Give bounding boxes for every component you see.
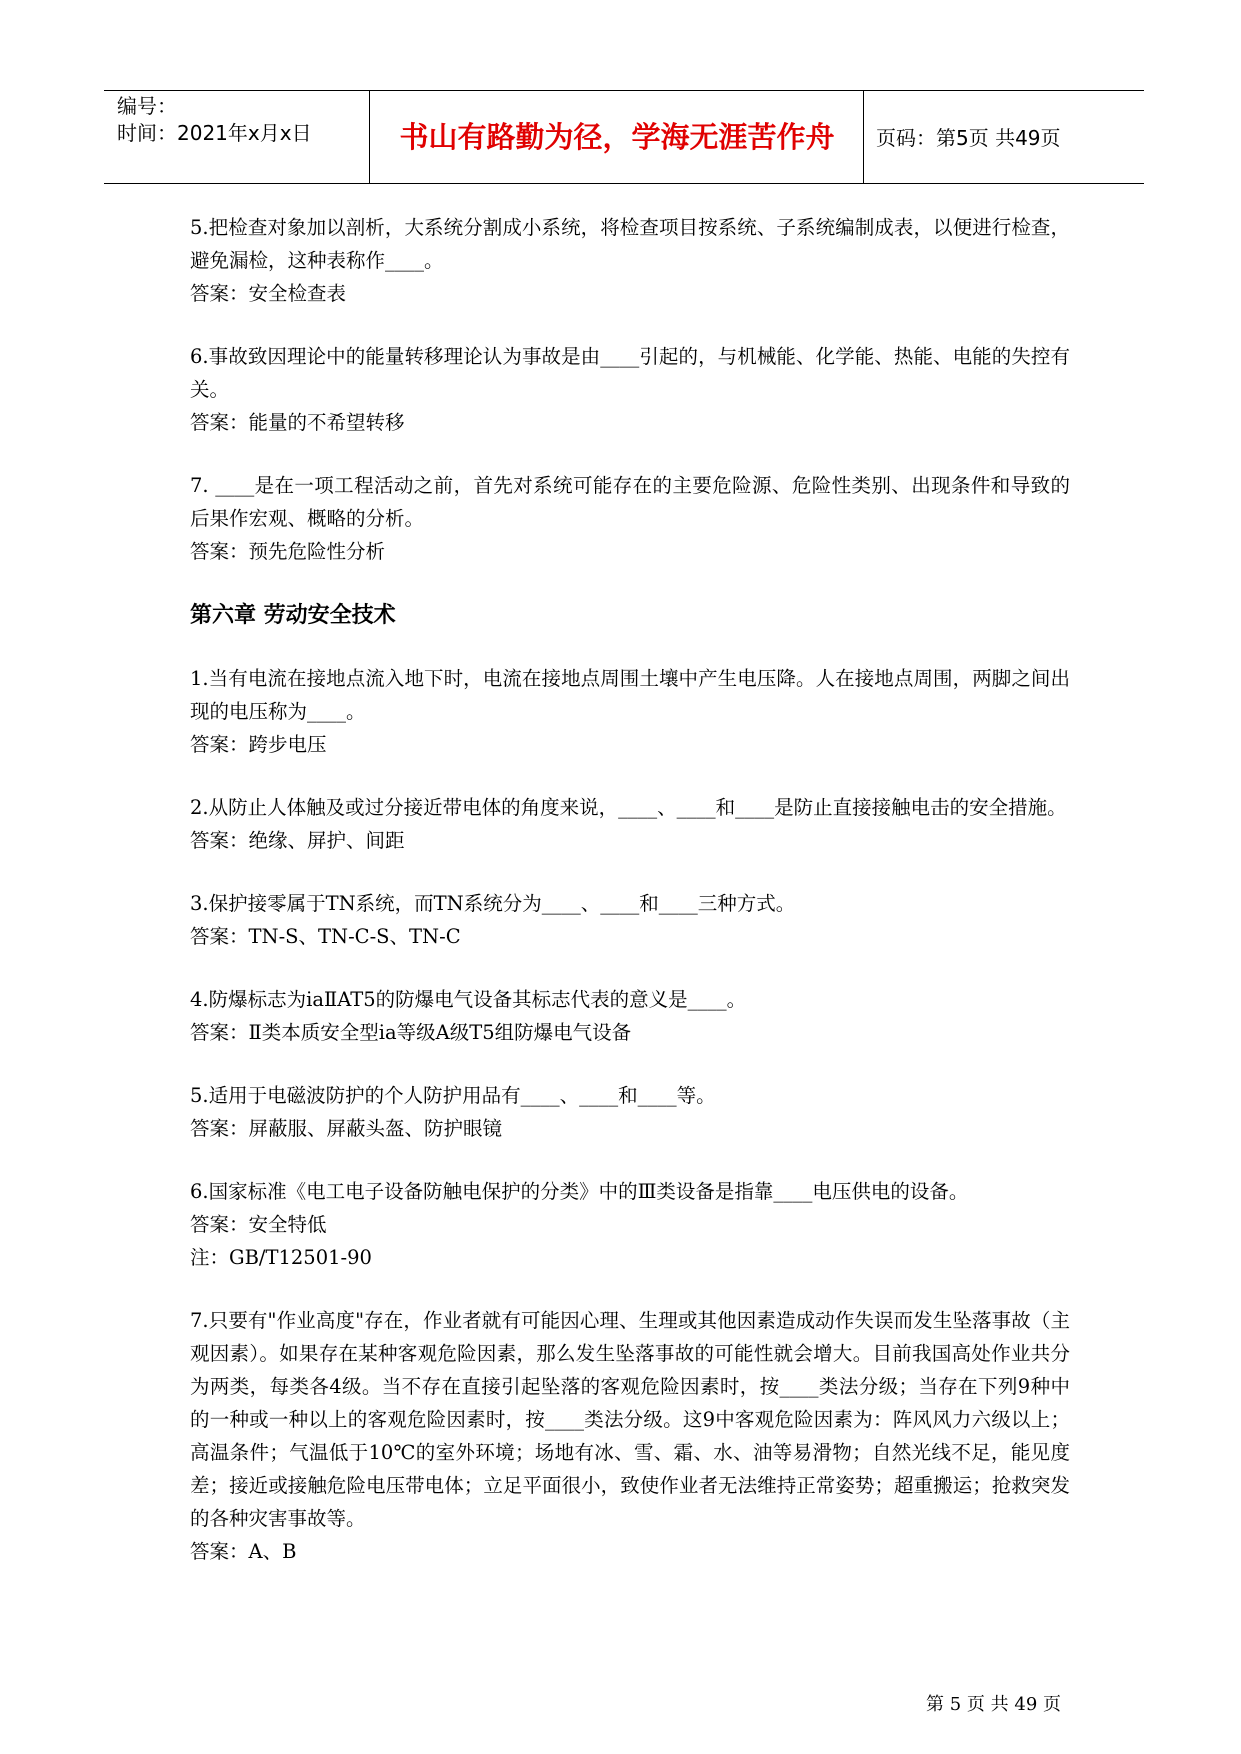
question-text: 3.保护接零属于TN系统，而TN系统分为____、____和____三种方式。 [190, 892, 796, 915]
header-bottom-rule [104, 183, 1144, 184]
question-text: 6.国家标准《电工电子设备防触电保护的分类》中的Ⅲ类设备是指靠____电压供电的设备。 [190, 1180, 969, 1203]
note-text: 注：GB/T12501-90 [190, 1246, 372, 1269]
answer-text: 答案：能量的不希望转移 [190, 411, 405, 434]
question-block [190, 791, 1070, 857]
footer-page-number: 第 5 页 共 49 页 [926, 1694, 1061, 1715]
document-body [190, 211, 1070, 1598]
question-block [190, 1175, 1070, 1274]
header-divider-left [369, 90, 370, 183]
question-block [190, 662, 1070, 761]
question-block [190, 1304, 1070, 1568]
answer-text: 答案：屏蔽服、屏蔽头盔、防护眼镜 [190, 1117, 503, 1140]
header-top-rule [104, 90, 1144, 91]
question-block [190, 983, 1070, 1049]
header-motto: 书山有路勤为径，学海无涯苦作舟 [399, 120, 835, 154]
chapter-heading: 第六章 劳动安全技术 [190, 603, 396, 628]
question-text: 5.把检查对象加以剖析，大系统分割成小系统，将检查项目按系统、子系统编制成表，以便进行检查，避免漏检，这种表称作____。 [190, 216, 1070, 272]
answer-text: 答案：Ⅱ类本质安全型ia等级A级T5组防爆电气设备 [190, 1021, 632, 1044]
question-block [190, 340, 1070, 439]
header-page-label: 页码：第5页 共49页 [876, 126, 1061, 150]
question-text: 1.当有电流在接地点流入地下时，电流在接地点周围土壤中产生电压降。人在接地点周围，两脚之间出现的电压称为____。 [190, 667, 1070, 723]
header-divider-right [863, 90, 864, 183]
question-text: 7.只要有"作业高度"存在，作业者就有可能因心理、生理或其他因素造成动作失误而发生坠落事故（主观因素）。如果存在某种客观危险因素，那么发生坠落事故的可能性就会增大。目前我国高处作业共分为两类，每类各4级。当不存在直接引起坠落的客观危险因素时，按____类法分级；当存在下列9种中的一种或一种以上的客观危险因素时，按____类法分级。这9中客观危险因素为：阵风风力六级以上；高温条件；气温低于10℃的室外环境；场地有冰、雪、霜、水、油等易滑物；自然光线不足，能见度差；接近或接触危险电压带电体；立足平面很小，致使作业者无法维持正常姿势；超重搬运；抢救突发的各种灾害事故等。 [190, 1309, 1070, 1530]
answer-text: 答案：安全特低 [190, 1213, 327, 1236]
question-block [190, 887, 1070, 953]
answer-text: 答案：安全检查表 [190, 282, 347, 305]
header-number-label: 编号： [117, 94, 177, 118]
question-text: 7. ____是在一项工程活动之前，首先对系统可能存在的主要危险源、危险性类别、出现条件和导致的后果作宏观、概略的分析。 [190, 474, 1070, 530]
header-time-label: 时间：2021年x月x日 [117, 121, 312, 145]
answer-text: 答案：绝缘、屏护、间距 [190, 829, 405, 852]
answer-text: 答案：A、B [190, 1540, 297, 1563]
question-text: 6.事故致因理论中的能量转移理论认为事故是由____引起的，与机械能、化学能、热能、电能的失控有关。 [190, 345, 1070, 401]
answer-text: 答案：预先危险性分析 [190, 540, 386, 563]
question-block [190, 469, 1070, 568]
question-text: 5.适用于电磁波防护的个人防护用品有____、____和____等。 [190, 1084, 716, 1107]
question-block [190, 1079, 1070, 1145]
answer-text: 答案：跨步电压 [190, 733, 327, 756]
question-text: 4.防爆标志为iaⅡAT5的防爆电气设备其标志代表的意义是____。 [190, 988, 747, 1011]
question-block [190, 211, 1070, 310]
question-text: 2.从防止人体触及或过分接近带电体的角度来说，____、____和____是防止直接接触电击的安全措施。 [190, 796, 1067, 819]
answer-text: 答案：TN-S、TN-C-S、TN-C [190, 925, 461, 948]
